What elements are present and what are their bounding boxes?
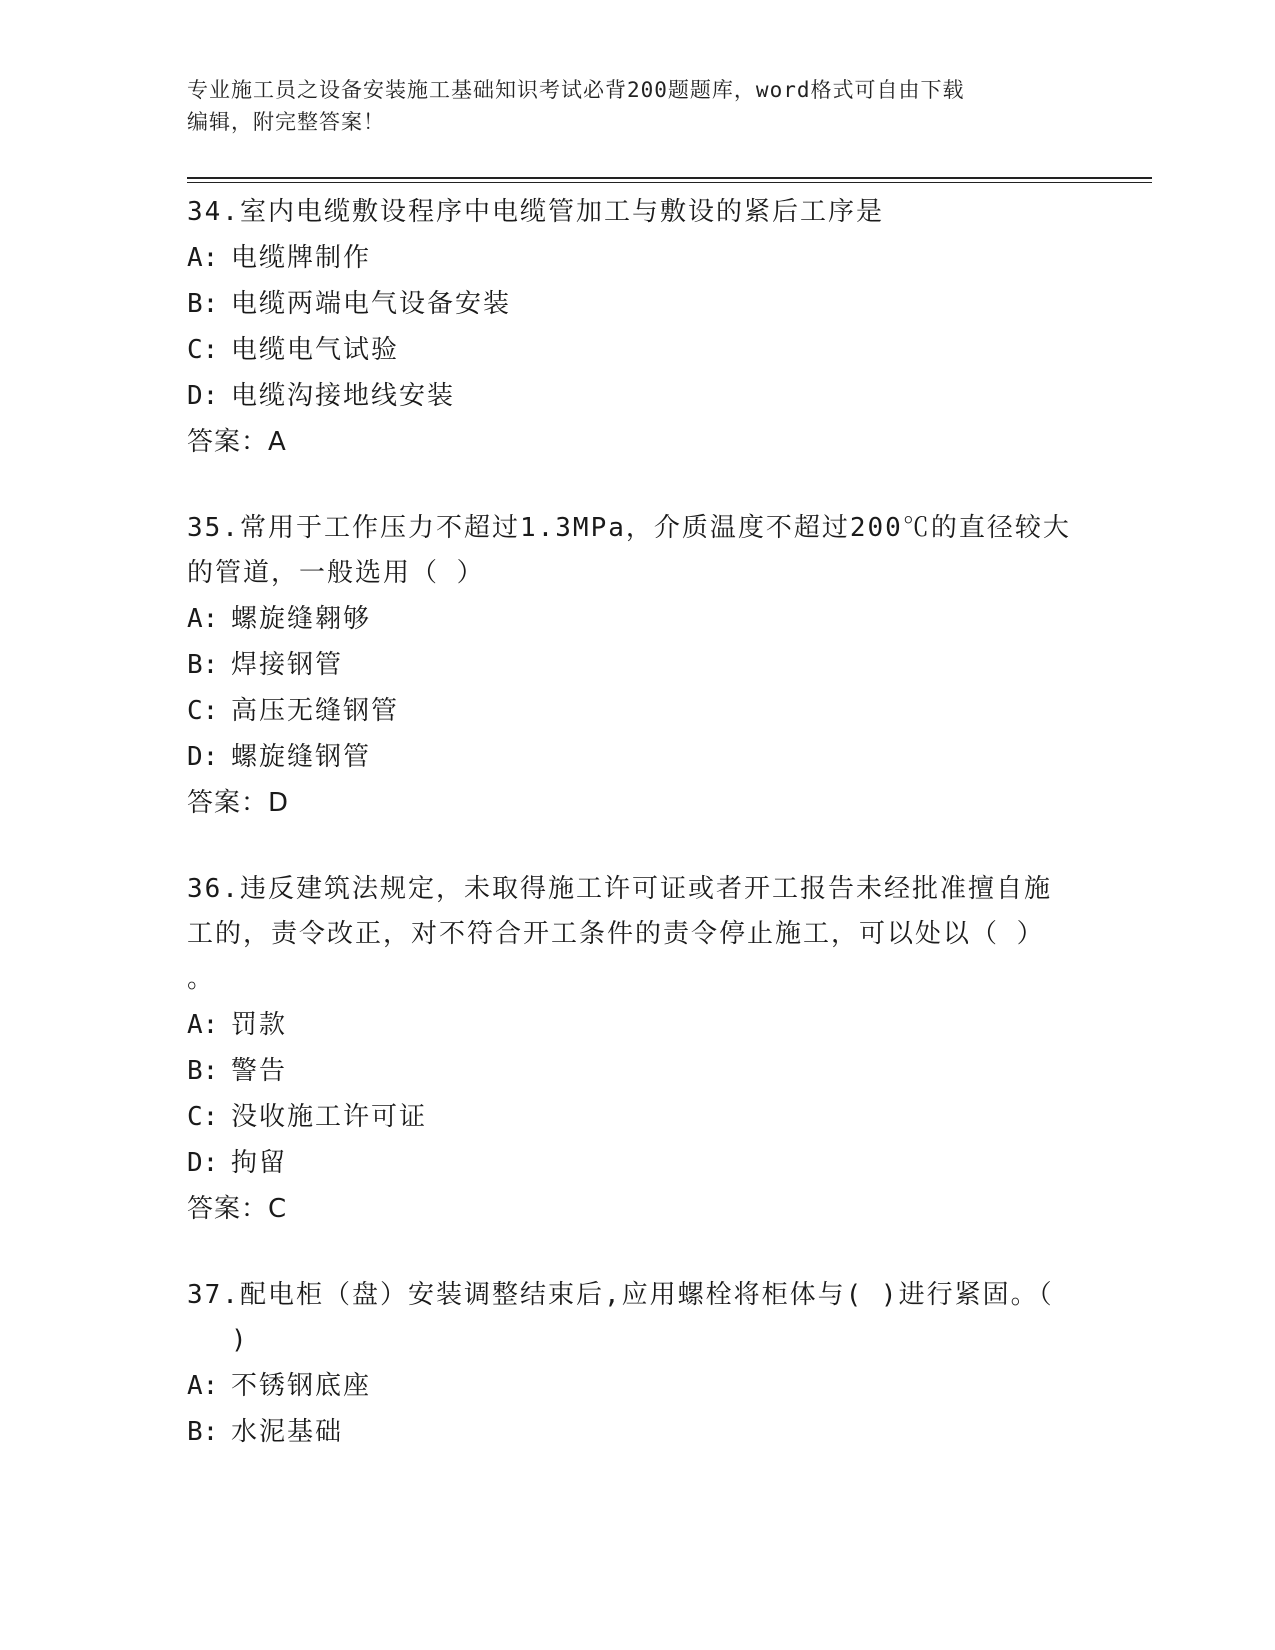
- option-label: B:: [187, 1417, 219, 1447]
- question-text: 34.室内电缆敷设程序中电缆管加工与敷设的紧后工序是: [187, 197, 884, 227]
- option-text: 水泥基础: [231, 1417, 344, 1447]
- option-a[interactable]: [187, 1363, 1087, 1409]
- question-list: [187, 190, 1087, 1496]
- header-rule-thick: [187, 177, 1152, 179]
- document-header: [187, 74, 1087, 138]
- option-text: 电缆两端电气设备安装: [231, 289, 512, 319]
- question-text: 36.违反建筑法规定，未取得施工许可证或者开工报告未经批准擅自施: [187, 874, 1052, 904]
- header-line-1: 专业施工员之设备安装施工基础知识考试必背200题题库，word格式可自由下载: [187, 78, 965, 102]
- option-c[interactable]: [187, 327, 1087, 373]
- option-text: 罚款: [231, 1010, 288, 1040]
- option-d[interactable]: [187, 373, 1087, 419]
- option-c[interactable]: [187, 1094, 1087, 1140]
- option-label: A:: [187, 604, 219, 634]
- option-label: A:: [187, 1010, 219, 1040]
- option-b[interactable]: [187, 1048, 1087, 1094]
- option-text: 螺旋缝翱够: [231, 604, 372, 634]
- option-d[interactable]: [187, 734, 1087, 780]
- option-text: 拘留: [231, 1148, 288, 1178]
- option-d[interactable]: [187, 1140, 1087, 1186]
- option-text: 电缆沟接地线安装: [231, 381, 456, 411]
- option-text: 没收施工许可证: [231, 1102, 428, 1132]
- option-text: 高压无缝钢管: [231, 696, 400, 726]
- option-label: B:: [187, 1056, 219, 1086]
- header-rule-thin: [187, 182, 1152, 183]
- option-label: C:: [187, 696, 219, 726]
- option-b[interactable]: [187, 281, 1087, 327]
- header-line-2: 编辑，附完整答案！: [187, 110, 385, 134]
- question-text-cont: 。: [187, 964, 216, 994]
- option-text: 焊接钢管: [231, 650, 344, 680]
- question-text-cont: ): [231, 1325, 249, 1355]
- question-text: 37.配电柜（盘）安装调整结束后,应用螺栓将柜体与( )进行紧固。（: [187, 1280, 1054, 1310]
- option-label: A:: [187, 243, 219, 273]
- question-35: [187, 506, 1087, 826]
- option-text: 不锈钢底座: [231, 1371, 372, 1401]
- option-text: 电缆电气试验: [231, 335, 400, 365]
- option-text: 螺旋缝钢管: [231, 742, 372, 772]
- answer-text: 答案：C: [187, 1194, 288, 1224]
- question-text-cont: 的管道，一般选用（ ）: [187, 558, 485, 588]
- option-label: C:: [187, 335, 219, 365]
- option-label: C:: [187, 1102, 219, 1132]
- option-text: 电缆牌制作: [231, 243, 372, 273]
- answer-text: 答案：A: [187, 427, 287, 457]
- option-label: B:: [187, 289, 219, 319]
- answer-text: 答案：D: [187, 788, 290, 818]
- option-label: D:: [187, 381, 219, 411]
- question-text-cont: 工的，责令改正，对不符合开工条件的责令停止施工，可以处以（ ）: [187, 919, 1045, 949]
- option-label: A:: [187, 1371, 219, 1401]
- question-text: 35.常用于工作压力不超过1.3MPa，介质温度不超过200℃的直径较大: [187, 513, 1071, 543]
- option-label: D:: [187, 742, 219, 772]
- option-a[interactable]: [187, 596, 1087, 642]
- question-36: [187, 867, 1087, 1232]
- option-b[interactable]: [187, 642, 1087, 688]
- option-label: B:: [187, 650, 219, 680]
- option-a[interactable]: [187, 1002, 1087, 1048]
- option-c[interactable]: [187, 688, 1087, 734]
- option-label: D:: [187, 1148, 219, 1178]
- option-text: 警告: [231, 1056, 288, 1086]
- option-a[interactable]: [187, 235, 1087, 281]
- option-b[interactable]: [187, 1409, 1087, 1455]
- question-34: [187, 190, 1087, 465]
- question-37: [187, 1273, 1087, 1455]
